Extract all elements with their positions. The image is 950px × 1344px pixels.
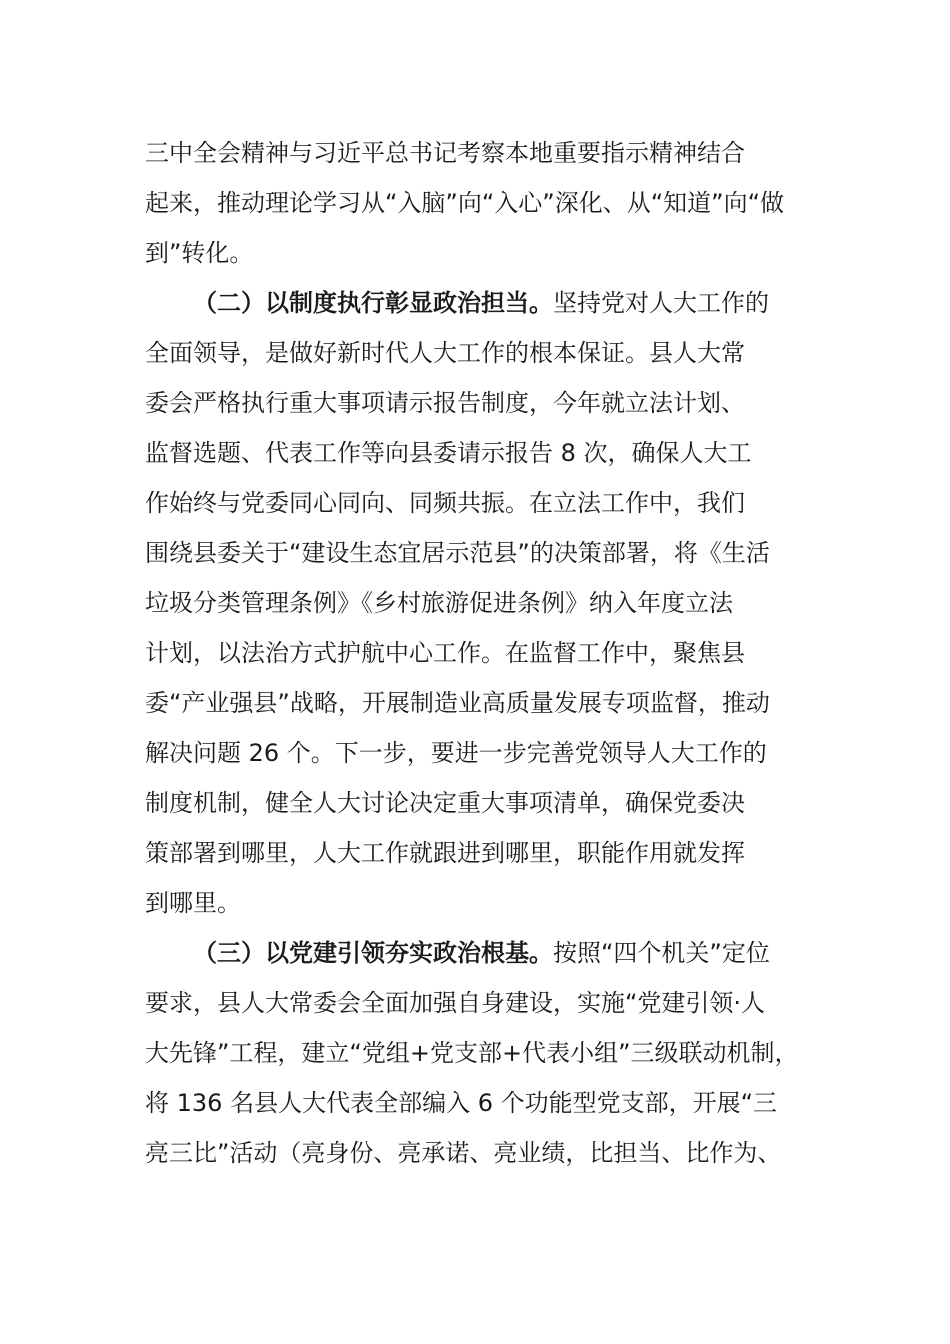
body-line: 全面领导，是做好新时代人大工作的根本保证。县人大常 xyxy=(145,339,745,367)
body-line: 解决问题 26 个。下一步，要进一步完善党领导人大工作的 xyxy=(145,739,767,767)
section-2-lead-text: 坚持党对人大工作的 xyxy=(553,289,769,317)
body-line: 将 136 名县人大代表全部编入 6 个功能型党支部，开展“三 xyxy=(145,1089,778,1117)
body-line: 计划，以法治方式护航中心工作。在监督工作中，聚焦县 xyxy=(145,639,745,667)
section-3-first-line xyxy=(145,928,845,978)
body-line: 到”转化。 xyxy=(145,239,254,267)
body-line: 亮三比”活动（亮身份、亮承诺、亮业绩，比担当、比作为、 xyxy=(145,1139,782,1167)
section-2-heading: （二）以制度执行彰显政治担当。 xyxy=(193,289,553,317)
body-line: 要求，县人大常委会全面加强自身建设，实施“党建引领·人 xyxy=(145,989,766,1017)
section-3-lead-text: 按照“四个机关”定位 xyxy=(553,939,770,967)
body-line: 委会严格执行重大事项请示报告制度，今年就立法计划、 xyxy=(145,389,745,417)
section-3-heading: （三）以党建引领夯实政治根基。 xyxy=(193,939,553,967)
body-line: 委“产业强县”战略，开展制造业高质量发展专项监督，推动 xyxy=(145,689,770,717)
body-line: 围绕县委关于“建设生态宜居示范县”的决策部署，将《生活 xyxy=(145,539,770,567)
body-line: 大先锋”工程，建立“党组+党支部+代表小组”三级联动机制， xyxy=(145,1039,799,1067)
body-line: 三中全会精神与习近平总书记考察本地重要指示精神结合 xyxy=(145,139,745,167)
document-body xyxy=(145,128,845,1178)
body-line: 垃圾分类管理条例》《乡村旅游促进条例》纳入年度立法 xyxy=(145,589,733,617)
body-line: 策部署到哪里，人大工作就跟进到哪里，职能作用就发挥 xyxy=(145,839,745,867)
body-line: 起来，推动理论学习从“入脑”向“入心”深化、从“知道”向“做 xyxy=(145,189,785,217)
body-line: 到哪里。 xyxy=(145,889,241,917)
body-line: 作始终与党委同心同向、同频共振。在立法工作中，我们 xyxy=(145,489,745,517)
body-line: 监督选题、代表工作等向县委请示报告 8 次，确保人大工 xyxy=(145,439,752,467)
body-line: 制度机制，健全人大讨论决定重大事项清单，确保党委决 xyxy=(145,789,745,817)
section-2-first-line xyxy=(145,278,845,328)
